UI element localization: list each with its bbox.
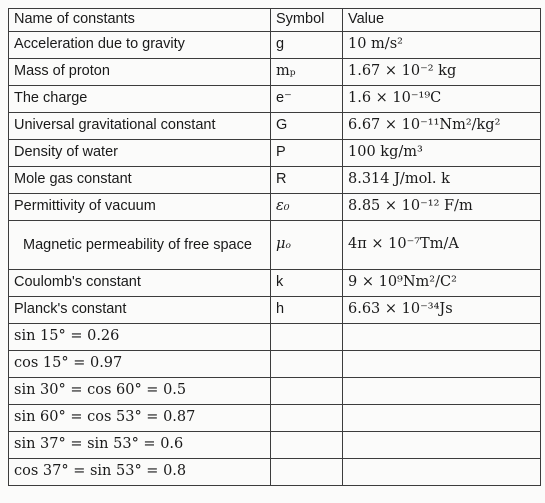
- constant-name: Coulomb's constant: [9, 270, 271, 297]
- table-row: [9, 270, 541, 297]
- table-row: [9, 140, 541, 167]
- constant-symbol: P: [271, 140, 343, 167]
- table-header-row: [9, 9, 541, 32]
- constant-symbol: g: [271, 32, 343, 59]
- trig-identity: sin 37° = sin 53° = 0.6: [9, 432, 271, 459]
- constant-symbol: h: [271, 297, 343, 324]
- table-row: [9, 59, 541, 86]
- constant-value: 100 kg/m³: [343, 140, 541, 167]
- constant-value: 8.85 × 10⁻¹² F/m: [343, 194, 541, 221]
- constant-value: 9 × 10⁹Nm²/C²: [343, 270, 541, 297]
- trig-identity: cos 37° = sin 53° = 0.8: [9, 459, 271, 486]
- trig-row: [9, 432, 541, 459]
- empty-cell: [271, 405, 343, 432]
- constant-value: 1.67 × 10⁻² kg: [343, 59, 541, 86]
- empty-cell: [271, 459, 343, 486]
- constant-symbol: G: [271, 113, 343, 140]
- table-row: [9, 32, 541, 59]
- constant-symbol: ε₀: [271, 194, 343, 221]
- constant-value: 6.63 × 10⁻³⁴Js: [343, 297, 541, 324]
- constant-name: Mole gas constant: [9, 167, 271, 194]
- trig-identity: cos 15° = 0.97: [9, 351, 271, 378]
- constant-symbol: e⁻: [271, 86, 343, 113]
- constants-table: [8, 8, 541, 486]
- trig-identity: sin 60° = cos 53° = 0.87: [9, 405, 271, 432]
- constant-name: Permittivity of vacuum: [9, 194, 271, 221]
- table-row: [9, 86, 541, 113]
- constant-name: Density of water: [9, 140, 271, 167]
- constant-name: The charge: [9, 86, 271, 113]
- trig-identity: sin 30° = cos 60° = 0.5: [9, 378, 271, 405]
- table-row: [9, 194, 541, 221]
- trig-row: [9, 405, 541, 432]
- empty-cell: [343, 405, 541, 432]
- empty-cell: [271, 351, 343, 378]
- empty-cell: [271, 378, 343, 405]
- table-row: [9, 297, 541, 324]
- table-row: [9, 167, 541, 194]
- trig-identity: sin 15° = 0.26: [9, 324, 271, 351]
- trig-row: [9, 324, 541, 351]
- constant-value: 6.67 × 10⁻¹¹Nm²/kg²: [343, 113, 541, 140]
- constant-symbol: R: [271, 167, 343, 194]
- empty-cell: [343, 378, 541, 405]
- constant-value: 8.314 J/mol. k: [343, 167, 541, 194]
- constant-symbol: k: [271, 270, 343, 297]
- trig-row: [9, 378, 541, 405]
- table-row: [9, 113, 541, 140]
- empty-cell: [343, 351, 541, 378]
- constant-name: Magnetic permeability of free space: [9, 221, 271, 270]
- trig-row: [9, 351, 541, 378]
- constant-value: 10 m/s²: [343, 32, 541, 59]
- constant-name: Acceleration due to gravity: [9, 32, 271, 59]
- constant-name: Mass of proton: [9, 59, 271, 86]
- constant-symbol: μₒ: [271, 221, 343, 270]
- header-value: Value: [343, 9, 541, 32]
- empty-cell: [343, 432, 541, 459]
- header-name: Name of constants: [9, 9, 271, 32]
- header-symbol: Symbol: [271, 9, 343, 32]
- trig-row: [9, 459, 541, 486]
- table-row: [9, 221, 541, 270]
- empty-cell: [343, 459, 541, 486]
- constant-name: Universal gravitational constant: [9, 113, 271, 140]
- constant-symbol: mₚ: [271, 59, 343, 86]
- empty-cell: [271, 324, 343, 351]
- constant-value: 1.6 × 10⁻¹⁹C: [343, 86, 541, 113]
- constant-value: 4π × 10⁻⁷Tm/A: [343, 221, 541, 270]
- empty-cell: [271, 432, 343, 459]
- empty-cell: [343, 324, 541, 351]
- constant-name: Planck's constant: [9, 297, 271, 324]
